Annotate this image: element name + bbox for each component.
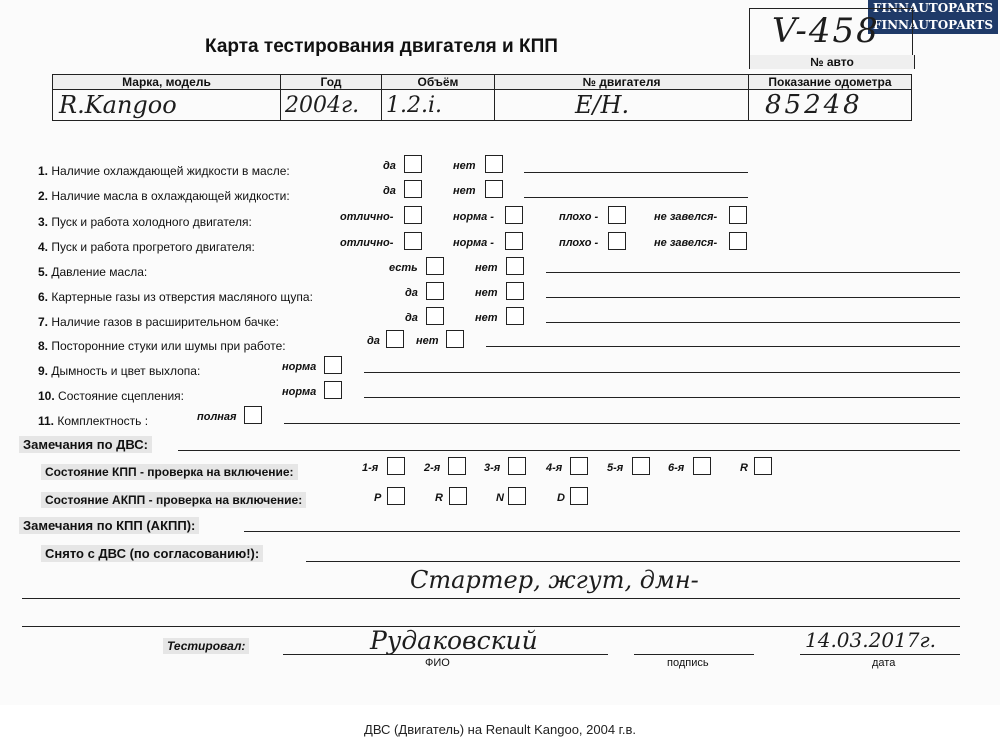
question-10: 10. Состояние сцепления: [38, 389, 184, 403]
q3-option-excellent: отлично- [340, 211, 394, 223]
remarks-gearbox-label: Замечания по КПП (АКПП): [19, 517, 199, 534]
q10-option-normal: норма [282, 386, 317, 398]
question-3: 3. Пуск и работа холодного двигателя: [38, 215, 252, 229]
signature-label: подпись [667, 657, 709, 669]
q7-note-line [546, 322, 960, 323]
avto-number-label: № авто [749, 55, 915, 69]
col-header-engine-no: № двигателя [495, 75, 749, 90]
q3-normal-checkbox[interactable] [505, 206, 523, 224]
q10-normal-checkbox[interactable] [324, 381, 342, 399]
q3-option-bad: плохо - [559, 211, 599, 223]
q7-yes-checkbox[interactable] [426, 307, 444, 325]
q4-excellent-checkbox[interactable] [404, 232, 422, 250]
card-title: Карта тестирования двигателя и КПП [205, 36, 558, 57]
remarks-engine-label: Замечания по ДВС: [19, 436, 152, 453]
q9-note-line [364, 372, 960, 373]
q6-yes-checkbox[interactable] [426, 282, 444, 300]
akpp-p-checkbox[interactable] [387, 487, 405, 505]
q5-option-yes: есть [389, 262, 418, 274]
q3-option-normal: норма - [453, 211, 494, 223]
watermark-line-2: FINNAUTOPARTS [872, 18, 993, 32]
gear-3-label: 3-я [484, 462, 501, 474]
removed-parts-value: Стартер, жгут, дмн- [410, 566, 699, 594]
remarks-gearbox-line [244, 531, 960, 532]
gear-5-checkbox[interactable] [632, 457, 650, 475]
header-table [52, 74, 912, 121]
q2-option-no: нет [453, 185, 476, 197]
gear-5-label: 5-я [607, 462, 624, 474]
value-volume: 1.2.i. [382, 90, 495, 121]
q9-normal-checkbox[interactable] [324, 356, 342, 374]
q5-note-line [546, 272, 960, 273]
gear-6-label: 6-я [668, 462, 685, 474]
q11-note-line [284, 423, 960, 424]
avto-number-value: V-458 [772, 11, 880, 51]
gear-4-checkbox[interactable] [570, 457, 588, 475]
q4-option-excellent: отлично- [340, 237, 394, 249]
q3-excellent-checkbox[interactable] [404, 206, 422, 224]
question-5: 5. Давление масла: [38, 265, 148, 279]
q4-normal-checkbox[interactable] [505, 232, 523, 250]
gear-r-checkbox[interactable] [754, 457, 772, 475]
q2-option-yes: да [383, 185, 396, 197]
manual-gearbox-label: Состояние КПП - проверка на включение: [41, 464, 298, 480]
signature-line [634, 654, 754, 655]
akpp-p-label: P [374, 492, 382, 504]
q4-option-no-start: не завелся- [654, 237, 718, 249]
gear-2-label: 2-я [424, 462, 441, 474]
akpp-d-label: D [557, 492, 565, 504]
q4-bad-checkbox[interactable] [608, 232, 626, 250]
akpp-n-label: N [496, 492, 504, 504]
q1-no-checkbox[interactable] [485, 155, 503, 173]
test-date: 14.03.2017г. [805, 628, 936, 652]
q2-note-line [524, 197, 748, 198]
q8-note-line [486, 346, 960, 347]
q5-no-checkbox[interactable] [506, 257, 524, 275]
extra-line-1 [22, 598, 960, 599]
removed-parts-label: Снято с ДВС (по согласованию!): [41, 545, 263, 562]
col-header-model: Марка, модель [53, 75, 281, 90]
q9-option-normal: норма [282, 361, 317, 373]
akpp-r-label: R [435, 492, 443, 504]
q10-note-line [364, 397, 960, 398]
gear-1-checkbox[interactable] [387, 457, 405, 475]
q2-no-checkbox[interactable] [485, 180, 503, 198]
question-6: 6. Картерные газы из отверстия масляного щупа: [38, 290, 313, 304]
gear-3-checkbox[interactable] [508, 457, 526, 475]
q11-option-complete: полная [197, 411, 237, 423]
watermark-line-1: FINNAUTOPARTS [872, 1, 993, 15]
fio-line [283, 654, 608, 655]
gear-6-checkbox[interactable] [693, 457, 711, 475]
akpp-n-checkbox[interactable] [508, 487, 526, 505]
gear-4-label: 4-я [546, 462, 563, 474]
question-4: 4. Пуск и работа прогретого двигателя: [38, 240, 255, 254]
q3-bad-checkbox[interactable] [608, 206, 626, 224]
fio-label: ФИО [425, 657, 450, 669]
avto-number-box [749, 8, 913, 55]
gear-r-label: R [740, 462, 748, 474]
gear-2-checkbox[interactable] [448, 457, 466, 475]
q6-no-checkbox[interactable] [506, 282, 524, 300]
col-header-volume: Объём [382, 75, 495, 90]
q1-option-yes: да [383, 160, 396, 172]
q6-note-line [546, 297, 960, 298]
question-1: 1. Наличие охлаждающей жидкости в масле: [38, 164, 290, 178]
q4-no-start-checkbox[interactable] [729, 232, 747, 250]
tested-by-label: Тестировал: [163, 638, 249, 654]
value-engine-no: E/H. [495, 90, 749, 121]
col-header-year: Год [281, 75, 382, 90]
date-line [800, 654, 960, 655]
q4-option-bad: плохо - [559, 237, 599, 249]
q3-option-no-start: не завелся- [654, 211, 718, 223]
remarks-engine-line [178, 450, 960, 451]
akpp-d-checkbox[interactable] [570, 487, 588, 505]
q7-option-no: нет [475, 312, 498, 324]
q6-option-yes: да [405, 287, 418, 299]
image-caption: ДВС (Двигатель) на Renault Kangoo, 2004 г.в. [364, 722, 636, 737]
removed-parts-line [306, 561, 960, 562]
question-7: 7. Наличие газов в расширительном бачке: [38, 315, 279, 329]
date-label: дата [872, 657, 896, 669]
q1-note-line [524, 172, 748, 173]
q4-option-normal: норма - [453, 237, 494, 249]
q6-option-no: нет [475, 287, 498, 299]
akpp-r-checkbox[interactable] [449, 487, 467, 505]
q7-option-yes: да [405, 312, 418, 324]
value-model: R.Kangoo [53, 90, 281, 121]
q1-option-no: нет [453, 160, 476, 172]
q8-option-yes: да [367, 335, 380, 347]
q1-yes-checkbox[interactable] [404, 155, 422, 173]
q2-yes-checkbox[interactable] [404, 180, 422, 198]
gear-1-label: 1-я [362, 462, 379, 474]
question-2: 2. Наличие масла в охлаждающей жидкости: [38, 189, 290, 203]
q3-no-start-checkbox[interactable] [729, 206, 747, 224]
q8-no-checkbox[interactable] [446, 330, 464, 348]
q7-no-checkbox[interactable] [506, 307, 524, 325]
col-header-odometer: Показание одометра [749, 75, 912, 90]
tester-name: Рудаковский [370, 626, 538, 655]
value-odometer: 85248 [749, 90, 912, 121]
q8-yes-checkbox[interactable] [386, 330, 404, 348]
q11-complete-checkbox[interactable] [244, 406, 262, 424]
question-11: 11. Комплектность : [38, 414, 149, 428]
q5-yes-checkbox[interactable] [426, 257, 444, 275]
question-9: 9. Дымность и цвет выхлопа: [38, 364, 201, 378]
value-year: 2004г. [281, 90, 382, 121]
q8-option-no: нет [416, 335, 439, 347]
question-8: 8. Посторонние стуки или шумы при работе: [38, 339, 286, 353]
q5-option-no: нет [475, 262, 498, 274]
auto-gearbox-label: Состояние АКПП - проверка на включение: [41, 492, 306, 508]
